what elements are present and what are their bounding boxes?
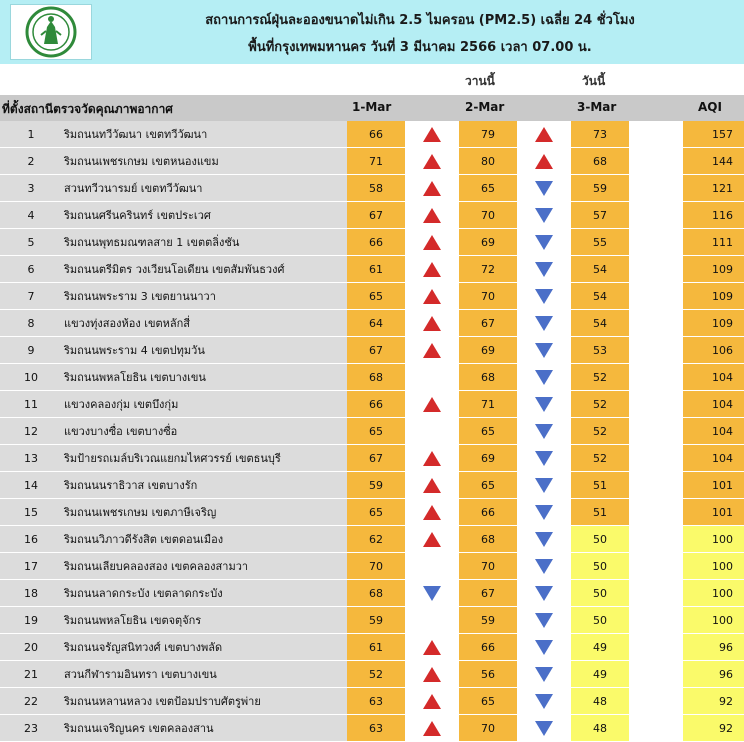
table-row: [0, 499, 744, 526]
table-row: [0, 472, 744, 499]
mar1-value: 68: [347, 364, 405, 391]
aqi-value: 100: [683, 553, 744, 580]
mar2-value: 65: [459, 472, 517, 499]
mar2-value: 56: [459, 661, 517, 688]
spacer-cell: [629, 148, 683, 175]
down-arrow-icon: [535, 667, 553, 682]
trend-1-to-2: [405, 688, 459, 715]
trend-1-to-2: [405, 202, 459, 229]
mar2-value: 65: [459, 418, 517, 445]
aqi-value: 116: [683, 202, 744, 229]
column-header-row: [0, 95, 744, 121]
aqi-value: 101: [683, 472, 744, 499]
table-row: [0, 688, 744, 715]
up-arrow-icon: [423, 127, 441, 142]
aqi-value: 106: [683, 337, 744, 364]
aqi-value: 104: [683, 391, 744, 418]
mar1-value: 62: [347, 526, 405, 553]
trend-1-to-2: [405, 229, 459, 256]
down-arrow-icon: [535, 721, 553, 736]
mar2-value: 70: [459, 715, 517, 742]
up-arrow-icon: [423, 208, 441, 223]
up-arrow-icon: [423, 154, 441, 169]
row-number: 3: [0, 175, 62, 202]
spacer-cell: [629, 445, 683, 472]
trend-1-to-2: [405, 553, 459, 580]
spacer-cell: [629, 283, 683, 310]
mar1-value: 59: [347, 607, 405, 634]
trend-1-to-2: [405, 391, 459, 418]
trend-2-to-3: [517, 229, 571, 256]
spacer-cell: [629, 391, 683, 418]
aqi-value: 104: [683, 364, 744, 391]
mar2-value: 65: [459, 175, 517, 202]
mar1-value: 66: [347, 121, 405, 148]
spacer-cell: [629, 526, 683, 553]
down-arrow-icon: [535, 289, 553, 304]
mar3-value: 50: [571, 553, 629, 580]
table-row: [0, 148, 744, 175]
trend-2-to-3: [517, 337, 571, 364]
table-row: [0, 121, 744, 148]
row-number: 11: [0, 391, 62, 418]
trend-2-to-3: [517, 526, 571, 553]
day-labels-row: [0, 64, 744, 95]
trend-1-to-2: [405, 499, 459, 526]
trend-2-to-3: [517, 148, 571, 175]
trend-1-to-2: [405, 337, 459, 364]
aqi-value: 96: [683, 661, 744, 688]
mar2-value: 59: [459, 607, 517, 634]
mar1-value: 71: [347, 148, 405, 175]
down-arrow-icon: [535, 505, 553, 520]
station-name: ริมถนนเจริญนคร เขตคลองสาน: [62, 715, 347, 742]
mar2-value: 70: [459, 283, 517, 310]
aqi-value: 157: [683, 121, 744, 148]
down-arrow-icon: [535, 532, 553, 547]
down-arrow-icon: [535, 181, 553, 196]
mar3-value: 59: [571, 175, 629, 202]
trend-2-to-3: [517, 580, 571, 607]
down-arrow-icon: [535, 397, 553, 412]
down-arrow-icon: [423, 586, 441, 601]
mar3-value: 51: [571, 499, 629, 526]
trend-2-to-3: [517, 715, 571, 742]
spacer-cell: [629, 499, 683, 526]
report-subtitle: พื้นที่กรุงเทพมหานคร วันที่ 3 มีนาคม 2566 เวลา 07.00 น.: [248, 40, 592, 55]
up-arrow-icon: [423, 667, 441, 682]
station-name: สวนกีฬารามอินทรา เขตบางเขน: [62, 661, 347, 688]
station-name: ริมถนนเพชรเกษม เขตภาษีเจริญ: [62, 499, 347, 526]
mar1-value: 65: [347, 418, 405, 445]
trend-2-to-3: [517, 175, 571, 202]
table-row: [0, 418, 744, 445]
row-number: 14: [0, 472, 62, 499]
up-arrow-icon: [423, 721, 441, 736]
row-number: 7: [0, 283, 62, 310]
down-arrow-icon: [535, 640, 553, 655]
mar2-value: 67: [459, 310, 517, 337]
table-row: [0, 661, 744, 688]
down-arrow-icon: [535, 316, 553, 331]
trend-2-to-3: [517, 310, 571, 337]
mar3-value: 49: [571, 634, 629, 661]
trend-1-to-2: [405, 715, 459, 742]
spacer-cell: [629, 121, 683, 148]
table-row: [0, 553, 744, 580]
station-name: ริมถนนเพชรเกษม เขตหนองแขม: [62, 148, 347, 175]
mar1-value: 52: [347, 661, 405, 688]
row-number: 4: [0, 202, 62, 229]
up-arrow-icon: [423, 181, 441, 196]
trend-1-to-2: [405, 310, 459, 337]
up-arrow-icon: [423, 694, 441, 709]
spacer-cell: [629, 256, 683, 283]
mar2-value: 69: [459, 337, 517, 364]
spacer-cell: [629, 229, 683, 256]
mar1-value: 68: [347, 580, 405, 607]
down-arrow-icon: [535, 694, 553, 709]
aqi-value: 100: [683, 526, 744, 553]
mar2-value: 69: [459, 445, 517, 472]
row-number: 17: [0, 553, 62, 580]
spacer-cell: [629, 310, 683, 337]
up-arrow-icon: [423, 289, 441, 304]
table-row: [0, 283, 744, 310]
mar1-value: 67: [347, 445, 405, 472]
trend-2-to-3: [517, 256, 571, 283]
down-arrow-icon: [535, 343, 553, 358]
aqi-value: 101: [683, 499, 744, 526]
mar3-value: 73: [571, 121, 629, 148]
trend-1-to-2: [405, 364, 459, 391]
mar3-value: 52: [571, 364, 629, 391]
yesterday-label: วานนี้: [465, 74, 495, 88]
station-name: สวนทวีวนารมย์ เขตทวีวัฒนา: [62, 175, 347, 202]
down-arrow-icon: [535, 586, 553, 601]
trend-1-to-2: [405, 445, 459, 472]
trend-2-to-3: [517, 364, 571, 391]
station-name: ริมถนนเลียบคลองสอง เขตคลองสามวา: [62, 553, 347, 580]
mar3-value: 55: [571, 229, 629, 256]
spacer-cell: [629, 715, 683, 742]
mar3-value: 50: [571, 580, 629, 607]
station-name: ริมถนนลาดกระบัง เขตลาดกระบัง: [62, 580, 347, 607]
aqi-column-header: AQI: [698, 100, 722, 114]
mar3-value: 50: [571, 526, 629, 553]
mar1-value: 67: [347, 202, 405, 229]
mar1-value: 70: [347, 553, 405, 580]
down-arrow-icon: [535, 559, 553, 574]
station-name: ริมถนนพุทธมณฑลสาย 1 เขตตลิ่งชัน: [62, 229, 347, 256]
spacer-cell: [629, 607, 683, 634]
station-name: ริมถนนทวีวัฒนา เขตทวีวัฒนา: [62, 121, 347, 148]
table-row: [0, 175, 744, 202]
mar1-column-header: 1-Mar: [352, 100, 392, 114]
trend-1-to-2: [405, 121, 459, 148]
station-name: ริมถนนศรีนครินทร์ เขตประเวศ: [62, 202, 347, 229]
station-name: ริมถนนพระราม 4 เขตปทุมวัน: [62, 337, 347, 364]
trend-1-to-2: [405, 472, 459, 499]
aqi-value: 100: [683, 580, 744, 607]
up-arrow-icon: [423, 316, 441, 331]
aqi-value: 109: [683, 310, 744, 337]
bma-logo: [10, 4, 92, 60]
mar2-value: 70: [459, 553, 517, 580]
station-name: ริมถนนจรัญสนิทวงศ์ เขตบางพลัด: [62, 634, 347, 661]
spacer-cell: [629, 472, 683, 499]
up-arrow-icon: [535, 154, 553, 169]
station-name: ริมถนนนราธิวาส เขตบางรัก: [62, 472, 347, 499]
trend-1-to-2: [405, 418, 459, 445]
mar2-value: 67: [459, 580, 517, 607]
trend-2-to-3: [517, 283, 571, 310]
up-arrow-icon: [423, 262, 441, 277]
row-number: 9: [0, 337, 62, 364]
up-arrow-icon: [423, 235, 441, 250]
today-label: วันนี้: [582, 74, 606, 88]
mar2-column-header: 2-Mar: [465, 100, 505, 114]
up-arrow-icon: [423, 343, 441, 358]
mar3-column-header: 3-Mar: [577, 100, 617, 114]
trend-1-to-2: [405, 634, 459, 661]
aqi-value: 109: [683, 256, 744, 283]
spacer-cell: [629, 364, 683, 391]
station-name: แขวงทุ่งสองห้อง เขตหลักสี่: [62, 310, 347, 337]
station-name: ริมถนนหลานหลวง เขตป้อมปราบศัตรูพ่าย: [62, 688, 347, 715]
mar1-value: 58: [347, 175, 405, 202]
aqi-value: 121: [683, 175, 744, 202]
mar1-value: 64: [347, 310, 405, 337]
mar2-value: 68: [459, 526, 517, 553]
row-number: 1: [0, 121, 62, 148]
mar1-value: 65: [347, 283, 405, 310]
down-arrow-icon: [535, 424, 553, 439]
aqi-value: 144: [683, 148, 744, 175]
trend-1-to-2: [405, 661, 459, 688]
trend-2-to-3: [517, 634, 571, 661]
up-arrow-icon: [535, 127, 553, 142]
row-number: 23: [0, 715, 62, 742]
row-number: 16: [0, 526, 62, 553]
trend-2-to-3: [517, 607, 571, 634]
pm25-station-table: [0, 121, 744, 742]
mar2-value: 80: [459, 148, 517, 175]
row-number: 6: [0, 256, 62, 283]
trend-1-to-2: [405, 607, 459, 634]
table-row: [0, 634, 744, 661]
aqi-value: 96: [683, 634, 744, 661]
report-title: สถานการณ์ฝุ่นละอองขนาดไม่เกิน 2.5 ไมครอน (PM2.5) เฉลี่ย 24 ชั่วโมง: [205, 13, 635, 28]
table-row: [0, 607, 744, 634]
table-row: [0, 364, 744, 391]
mar3-value: 53: [571, 337, 629, 364]
mar1-value: 63: [347, 715, 405, 742]
station-name: ริมถนนพหลโยธิน เขตจตุจักร: [62, 607, 347, 634]
mar3-value: 54: [571, 310, 629, 337]
mar3-value: 54: [571, 283, 629, 310]
down-arrow-icon: [535, 613, 553, 628]
table-row: [0, 202, 744, 229]
trend-2-to-3: [517, 499, 571, 526]
aqi-value: 100: [683, 607, 744, 634]
table-row: [0, 391, 744, 418]
trend-1-to-2: [405, 256, 459, 283]
up-arrow-icon: [423, 451, 441, 466]
mar3-value: 48: [571, 715, 629, 742]
row-number: 13: [0, 445, 62, 472]
mar3-value: 50: [571, 607, 629, 634]
trend-2-to-3: [517, 391, 571, 418]
mar3-value: 52: [571, 418, 629, 445]
mar3-value: 52: [571, 445, 629, 472]
row-number: 15: [0, 499, 62, 526]
row-number: 5: [0, 229, 62, 256]
trend-1-to-2: [405, 526, 459, 553]
trend-2-to-3: [517, 445, 571, 472]
table-row: [0, 445, 744, 472]
row-number: 2: [0, 148, 62, 175]
trend-1-to-2: [405, 580, 459, 607]
row-number: 12: [0, 418, 62, 445]
mar2-value: 66: [459, 499, 517, 526]
trend-1-to-2: [405, 175, 459, 202]
row-number: 20: [0, 634, 62, 661]
mar1-value: 67: [347, 337, 405, 364]
spacer-cell: [629, 202, 683, 229]
trend-1-to-2: [405, 283, 459, 310]
mar1-value: 66: [347, 391, 405, 418]
mar2-value: 72: [459, 256, 517, 283]
mar2-value: 71: [459, 391, 517, 418]
row-number: 21: [0, 661, 62, 688]
trend-2-to-3: [517, 472, 571, 499]
row-number: 10: [0, 364, 62, 391]
mar3-value: 51: [571, 472, 629, 499]
trend-2-to-3: [517, 202, 571, 229]
mar2-value: 70: [459, 202, 517, 229]
spacer-cell: [629, 634, 683, 661]
mar1-value: 63: [347, 688, 405, 715]
station-name: ริมถนนตรีมิตร วงเวียนโอเดียน เขตสัมพันธวงศ์: [62, 256, 347, 283]
trend-2-to-3: [517, 661, 571, 688]
mar2-value: 79: [459, 121, 517, 148]
aqi-value: 92: [683, 688, 744, 715]
aqi-value: 104: [683, 445, 744, 472]
row-number: 22: [0, 688, 62, 715]
mar3-value: 48: [571, 688, 629, 715]
station-name: ริมป้ายรถเมล์บริเวณแยกมไหศวรรย์ เขตธนบุรี: [62, 445, 347, 472]
table-row: [0, 526, 744, 553]
down-arrow-icon: [535, 370, 553, 385]
mar1-value: 61: [347, 634, 405, 661]
down-arrow-icon: [535, 235, 553, 250]
mar3-value: 49: [571, 661, 629, 688]
mar3-value: 52: [571, 391, 629, 418]
aqi-value: 109: [683, 283, 744, 310]
row-number: 19: [0, 607, 62, 634]
table-row: [0, 715, 744, 742]
row-number: 8: [0, 310, 62, 337]
mar1-value: 59: [347, 472, 405, 499]
trend-2-to-3: [517, 553, 571, 580]
report-header: [0, 0, 744, 64]
down-arrow-icon: [535, 478, 553, 493]
trend-2-to-3: [517, 418, 571, 445]
trend-2-to-3: [517, 688, 571, 715]
spacer-cell: [629, 175, 683, 202]
down-arrow-icon: [535, 262, 553, 277]
aqi-value: 92: [683, 715, 744, 742]
station-column-header: ที่ตั้งสถานีตรวจวัดคุณภาพอากาศ: [2, 102, 173, 116]
mar3-value: 54: [571, 256, 629, 283]
mar3-value: 68: [571, 148, 629, 175]
mar2-value: 69: [459, 229, 517, 256]
table-row: [0, 310, 744, 337]
aqi-value: 104: [683, 418, 744, 445]
spacer-cell: [629, 418, 683, 445]
station-name: แขวงบางซื่อ เขตบางซื่อ: [62, 418, 347, 445]
spacer-cell: [629, 337, 683, 364]
station-name: ริมถนนพระราม 3 เขตยานนาวา: [62, 283, 347, 310]
trend-1-to-2: [405, 148, 459, 175]
mar2-value: 66: [459, 634, 517, 661]
up-arrow-icon: [423, 640, 441, 655]
spacer-cell: [629, 688, 683, 715]
table-row: [0, 256, 744, 283]
table-row: [0, 580, 744, 607]
station-name: ริมถนนวิภาวดีรังสิต เขตดอนเมือง: [62, 526, 347, 553]
station-name: แขวงคลองกุ่ม เขตบึงกุ่ม: [62, 391, 347, 418]
mar3-value: 57: [571, 202, 629, 229]
trend-2-to-3: [517, 121, 571, 148]
up-arrow-icon: [423, 397, 441, 412]
up-arrow-icon: [423, 505, 441, 520]
row-number: 18: [0, 580, 62, 607]
up-arrow-icon: [423, 478, 441, 493]
up-arrow-icon: [423, 532, 441, 547]
down-arrow-icon: [535, 208, 553, 223]
spacer-cell: [629, 580, 683, 607]
aqi-value: 111: [683, 229, 744, 256]
spacer-cell: [629, 661, 683, 688]
table-row: [0, 229, 744, 256]
mar2-value: 65: [459, 688, 517, 715]
mar1-value: 66: [347, 229, 405, 256]
mar2-value: 68: [459, 364, 517, 391]
spacer-cell: [629, 553, 683, 580]
mar1-value: 65: [347, 499, 405, 526]
mar1-value: 61: [347, 256, 405, 283]
table-row: [0, 337, 744, 364]
down-arrow-icon: [535, 451, 553, 466]
station-name: ริมถนนพหลโยธิน เขตบางเขน: [62, 364, 347, 391]
